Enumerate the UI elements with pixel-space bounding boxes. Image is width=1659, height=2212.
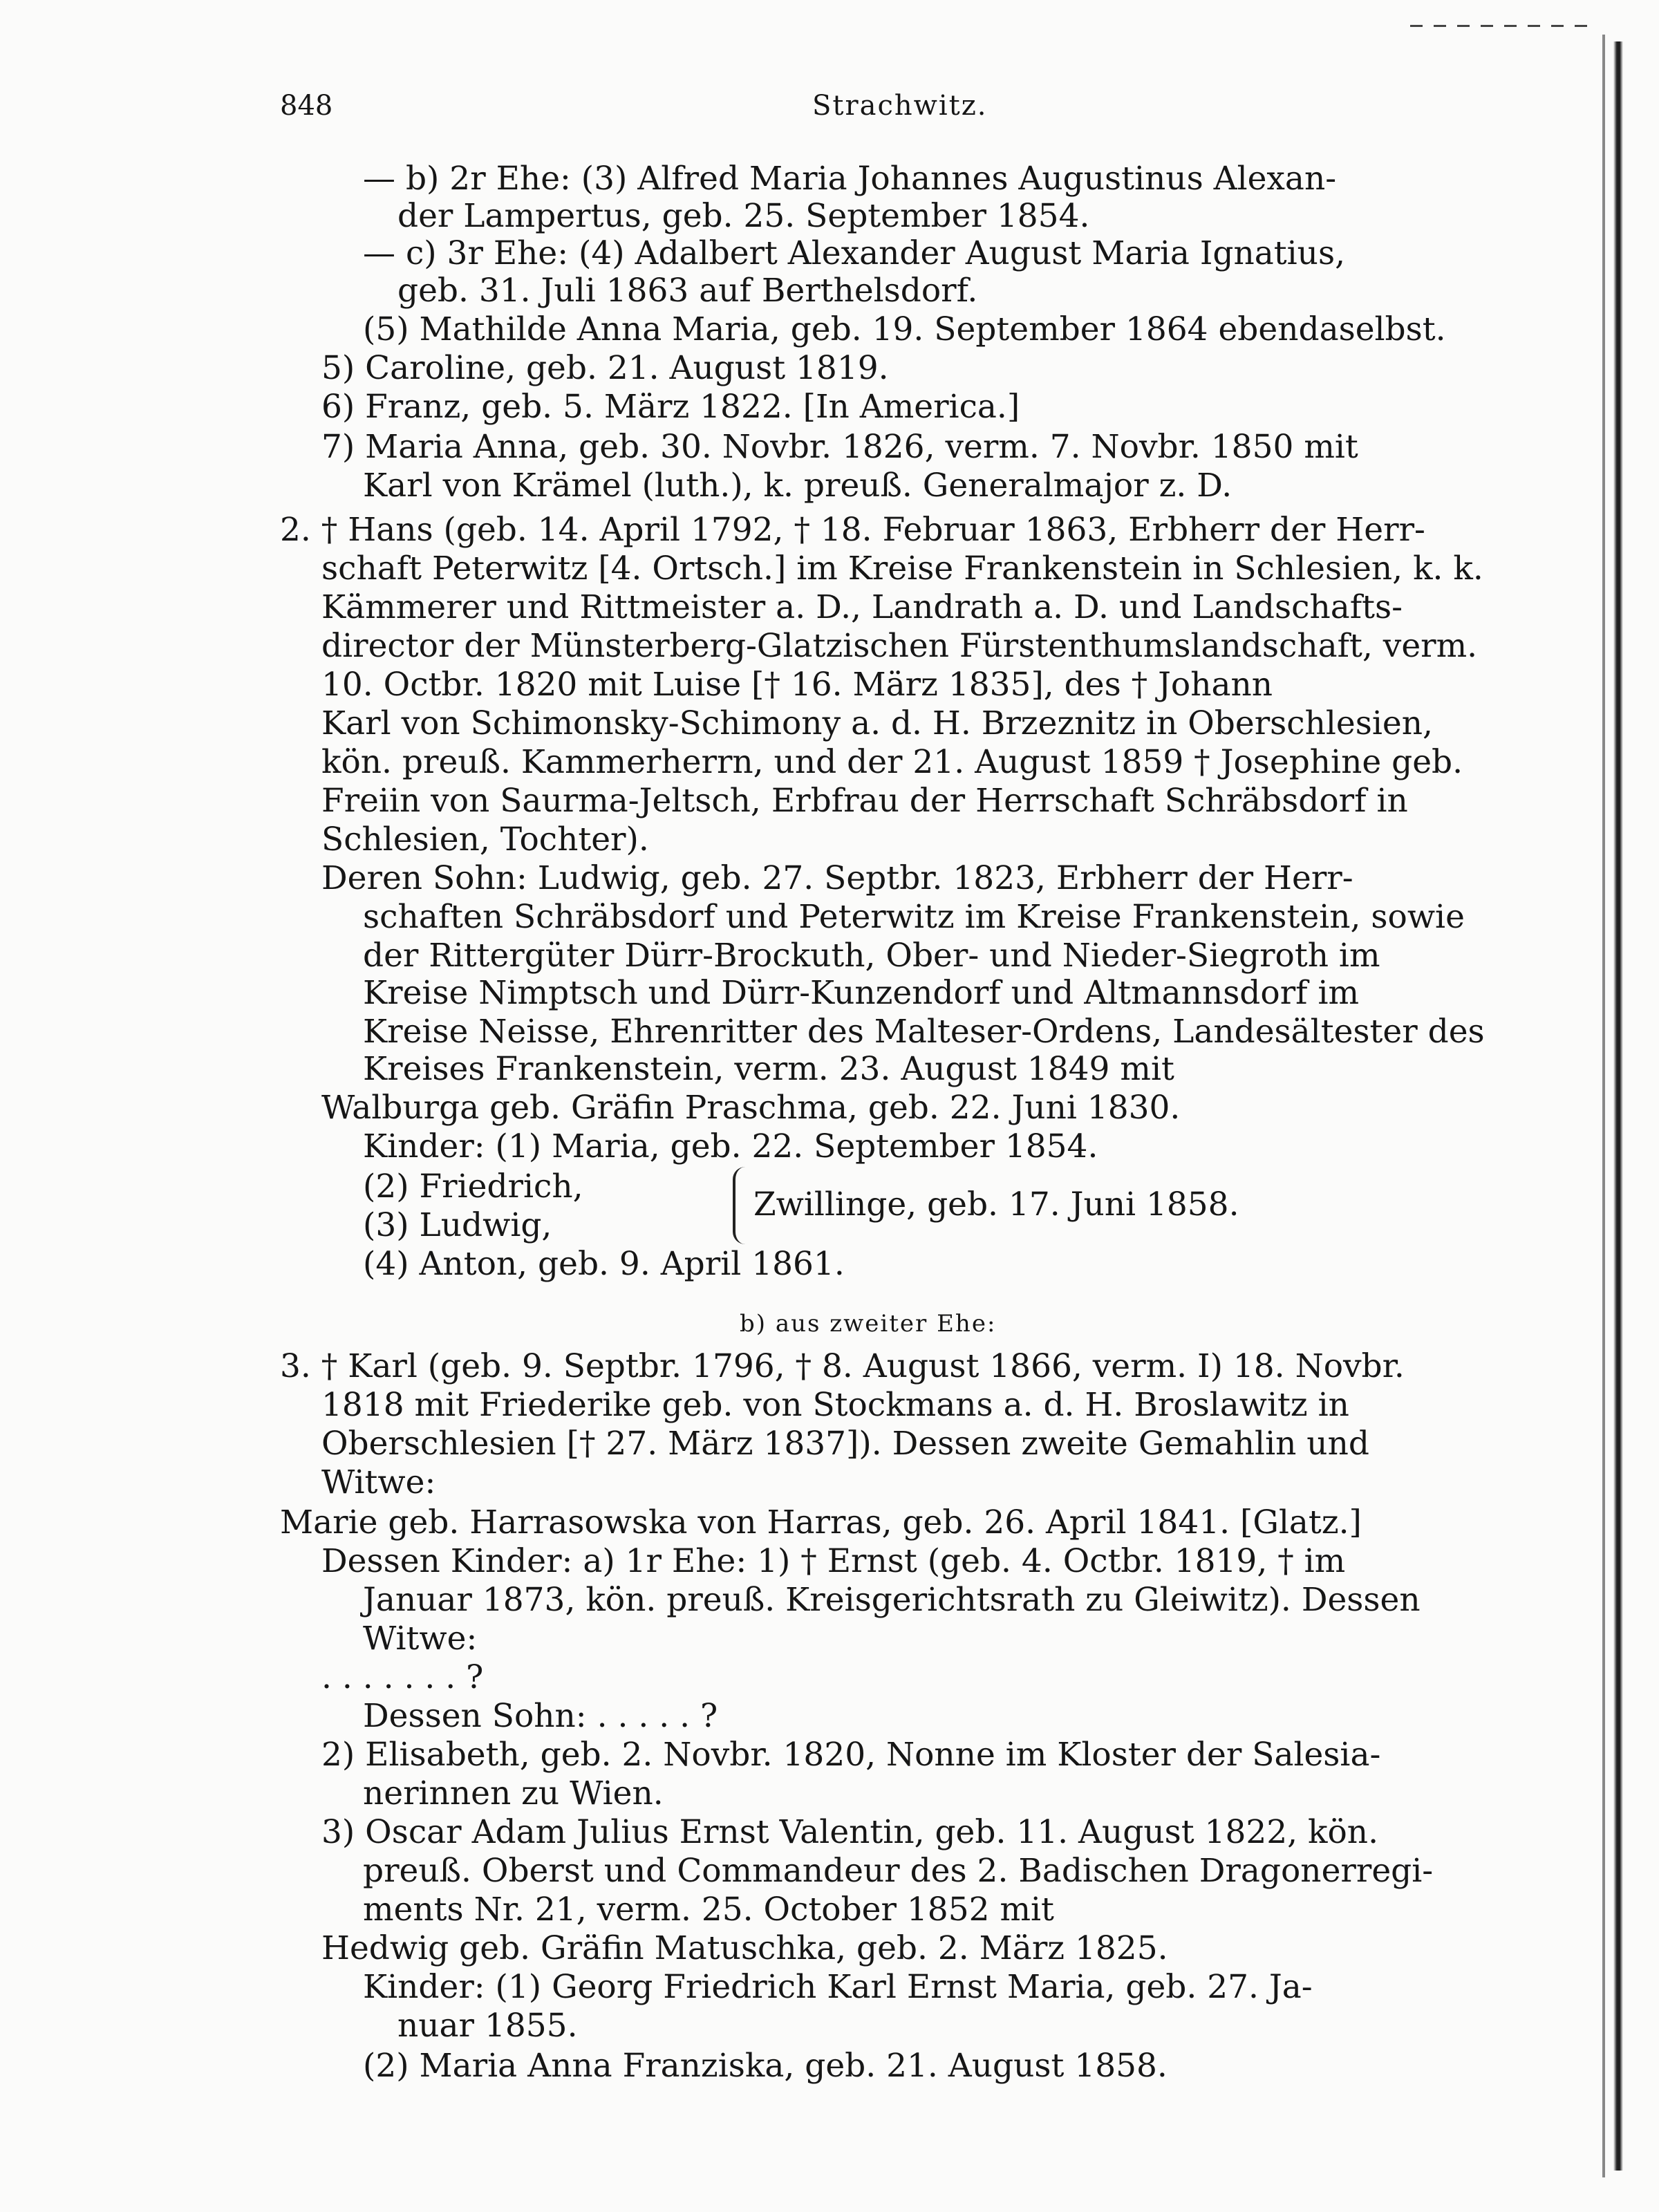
text-line: der Lampertus, geb. 25. September 1854. [397, 197, 1090, 235]
text-line: der Rittergüter Dürr-Brockuth, Ober- und Nieder-Siegroth im [363, 937, 1380, 975]
text-line: 6) Franz, geb. 5. März 1822. [In America.] [321, 388, 1020, 426]
page-binding-edge [1613, 41, 1623, 2171]
text-line: 3. † Karl (geb. 9. Septbr. 1796, † 8. August 1866, verm. I) 18. Novbr. [280, 1347, 1405, 1385]
text-line: Walburga geb. Gräfin Praschma, geb. 22. Juni 1830. [321, 1089, 1181, 1127]
text-line: — b) 2r Ehe: (3) Alfred Maria Johannes Augustinus Alexan- [363, 160, 1337, 198]
page-header [280, 90, 1524, 138]
text-line: nuar 1855. [397, 2007, 578, 2045]
page-number: 848 [280, 90, 333, 122]
text-line: ments Nr. 21, verm. 25. October 1852 mit [363, 1891, 1054, 1929]
text-line: Kinder: (1) Georg Friedrich Karl Ernst Maria, geb. 27. Ja- [363, 1968, 1313, 2006]
text-line: Januar 1873, kön. preuß. Kreisgerichtsrath zu Gleiwitz). Dessen [363, 1581, 1421, 1619]
text-line: 1818 mit Friederike geb. von Stockmans a. d. H. Broslawitz in [321, 1386, 1349, 1424]
text-line: Dessen Sohn: . . . . . ? [363, 1697, 718, 1735]
text-line: (4) Anton, geb. 9. April 1861. [363, 1245, 845, 1283]
scan-artifact-top [1410, 25, 1590, 27]
text-line: Schlesien, Tochter). [321, 821, 649, 859]
text-line: Kreise Neisse, Ehrenritter des Malteser-Ordens, Landesältester des [363, 1013, 1485, 1051]
section-subheading: b) aus zweiter Ehe: [740, 1310, 997, 1338]
text-line: Deren Sohn: Ludwig, geb. 27. Septbr. 1823, Erbherr der Herr- [321, 859, 1353, 897]
text-line: Kreises Frankenstein, verm. 23. August 1849 mit [363, 1050, 1174, 1088]
text-line: — c) 3r Ehe: (4) Adalbert Alexander August Maria Ignatius, [363, 234, 1346, 272]
text-line: . . . . . . . ? [321, 1658, 484, 1696]
text-line: (5) Mathilde Anna Maria, geb. 19. September 1864 ebendaselbst. [363, 310, 1446, 348]
text-line: Hedwig geb. Gräfin Matuschka, geb. 2. März 1825. [321, 1929, 1168, 1967]
text-line: Karl von Krämel (luth.), k. preuß. Generalmajor z. D. [363, 467, 1232, 505]
text-line: geb. 31. Juli 1863 auf Berthelsdorf. [397, 272, 978, 310]
text-line: 3) Oscar Adam Julius Ernst Valentin, geb. 11. August 1822, kön. [321, 1813, 1379, 1851]
text-line: Kämmerer und Rittmeister a. D., Landrath a. D. und Landschafts- [321, 588, 1403, 626]
text-line: kön. preuß. Kammerherrn, und der 21. August 1859 † Josephine geb. [321, 743, 1463, 781]
text-line: 5) Caroline, geb. 21. August 1819. [321, 349, 889, 387]
text-line: Dessen Kinder: a) 1r Ehe: 1) † Ernst (geb. 4. Octbr. 1819, † im [321, 1542, 1346, 1580]
text-line: (3) Ludwig, [363, 1206, 552, 1244]
running-title: Strachwitz. [812, 90, 988, 122]
text-line: 2. † Hans (geb. 14. April 1792, † 18. Februar 1863, Erbherr der Herr- [280, 511, 1425, 549]
text-line: Kreise Nimptsch und Dürr-Kunzendorf und Altmannsdorf im [363, 974, 1360, 1012]
scan-artifact-edge [1602, 35, 1605, 2177]
text-line: 2) Elisabeth, geb. 2. Novbr. 1820, Nonne im Kloster der Salesia- [321, 1736, 1381, 1774]
text-line: Witwe: [321, 1463, 436, 1501]
text-line: Marie geb. Harrasowska von Harras, geb. 26. April 1841. [Glatz.] [280, 1503, 1362, 1541]
text-line: preuß. Oberst und Commandeur des 2. Badischen Dragonerregi- [363, 1852, 1434, 1890]
text-line: (2) Friedrich, [363, 1168, 583, 1206]
text-line: Witwe: [363, 1620, 478, 1658]
text-line: Oberschlesien [† 27. März 1837]). Dessen zweite Gemahlin und [321, 1425, 1369, 1463]
text-line: director der Münsterberg-Glatzischen Fürstenthumslandschaft, verm. [321, 627, 1478, 665]
text-line: Karl von Schimonsky-Schimony a. d. H. Brzeznitz in Oberschlesien, [321, 704, 1433, 742]
text-line: 10. Octbr. 1820 mit Luise [† 16. März 1835], des † Johann [321, 666, 1273, 704]
text-line: (2) Maria Anna Franziska, geb. 21. August 1858. [363, 2047, 1168, 2085]
text-line: 7) Maria Anna, geb. 30. Novbr. 1826, verm. 7. Novbr. 1850 mit [321, 428, 1358, 466]
text-line: schaft Peterwitz [4. Ortsch.] im Kreise Frankenstein in Schlesien, k. k. [321, 550, 1483, 588]
twins-brace [733, 1167, 747, 1244]
text-line: Freiin von Saurma-Jeltsch, Erbfrau der Herrschaft Schräbsdorf in [321, 782, 1408, 820]
text-line: schaften Schräbsdorf und Peterwitz im Kreise Frankenstein, sowie [363, 898, 1465, 936]
text-line: nerinnen zu Wien. [363, 1774, 664, 1812]
text-line: Kinder: (1) Maria, geb. 22. September 1854. [363, 1127, 1098, 1165]
text-line: Zwillinge, geb. 17. Juni 1858. [753, 1185, 1239, 1224]
